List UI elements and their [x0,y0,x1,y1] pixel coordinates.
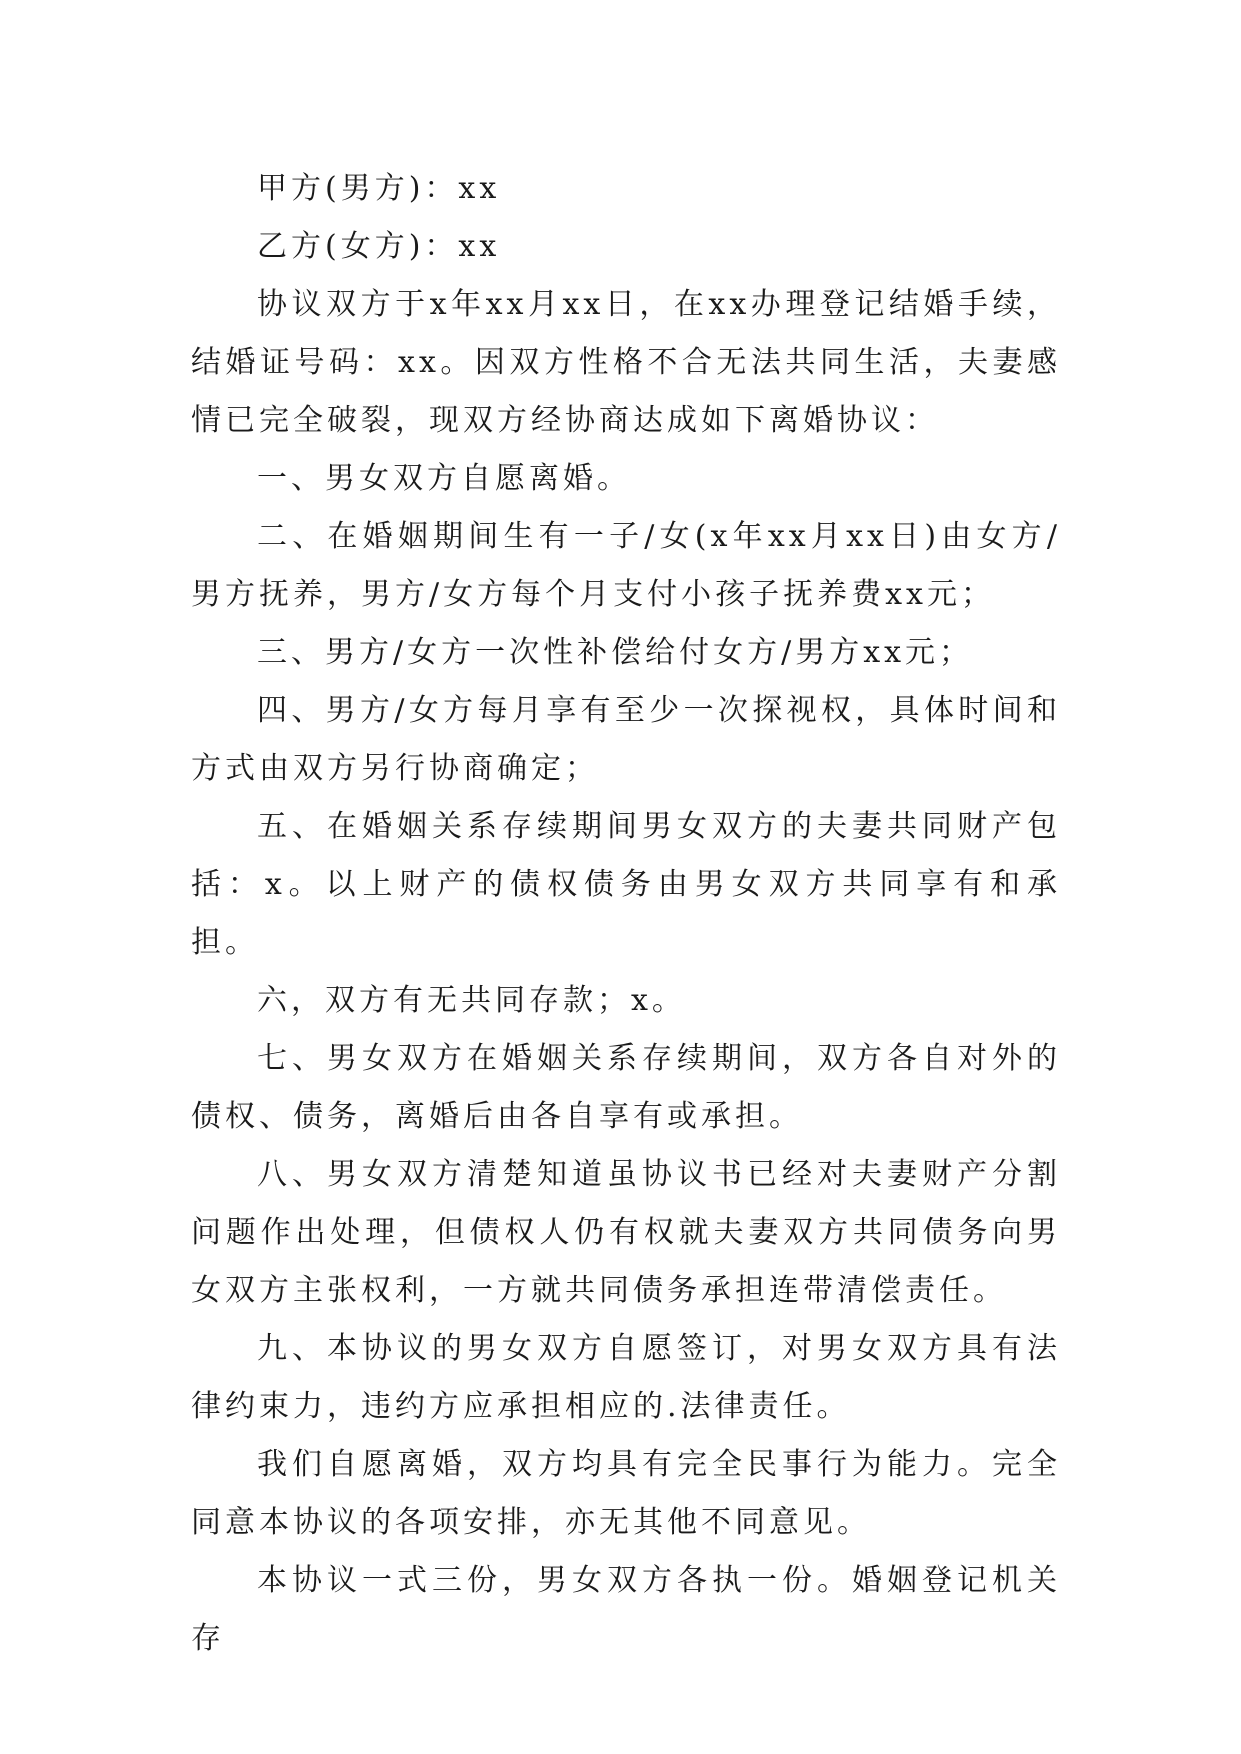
clause-9: 九、本协议的男女双方自愿签订，对男女双方具有法律约束力，违约方应承担相应的.法律责任。 [191,1331,1061,1424]
copies-paragraph: 本协议一式三份，男女双方各执一份。婚姻登记机关存 [191,1563,1061,1656]
clause-8: 八、男女双方清楚知道虽协议书已经对夫妻财产分割问题作出处理，但债权人仍有权就夫妻双方共同债务向男女双方主张权利，一方就共同债务承担连带清偿责任。 [191,1157,1061,1308]
consent-paragraph: 我们自愿离婚，双方均具有完全民事行为能力。完全同意本协议的各项安排，亦无其他不同意见。 [191,1447,1061,1540]
party-b-line: 乙方(女方)：xx [257,229,501,264]
clause-7: 七、男女双方在婚姻关系存续期间，双方各自对外的债权、债务，离婚后由各自享有或承担。 [191,1041,1061,1134]
clause-3: 三、男方/女方一次性补偿给付女方/男方xx元； [257,635,974,670]
clause-4: 四、男方/女方每月享有至少一次探视权，具体时间和方式由双方另行协商确定； [191,693,1061,786]
clause-6: 六，双方有无共同存款；x。 [257,983,686,1018]
preamble-paragraph: 协议双方于x年xx月xx日，在xx办理登记结婚手续，结婚证号码：xx。因双方性格不合无法共同生活，夫妻感情已完全破裂，现双方经协商达成如下离婚协议： [191,287,1061,438]
clause-2: 二、在婚姻期间生有一子/女(x年xx月xx日)由女方/男方抚养，男方/女方每个月支付小孩子抚养费xx元； [191,519,1061,612]
document-body [191,160,1061,1668]
clause-5: 五、在婚姻关系存续期间男女双方的夫妻共同财产包括：x。以上财产的债权债务由男女双方共同享有和承担。 [191,809,1061,960]
party-a-line: 甲方(男方)：xx [257,171,501,206]
clause-1: 一、男女双方自愿离婚。 [257,461,631,496]
